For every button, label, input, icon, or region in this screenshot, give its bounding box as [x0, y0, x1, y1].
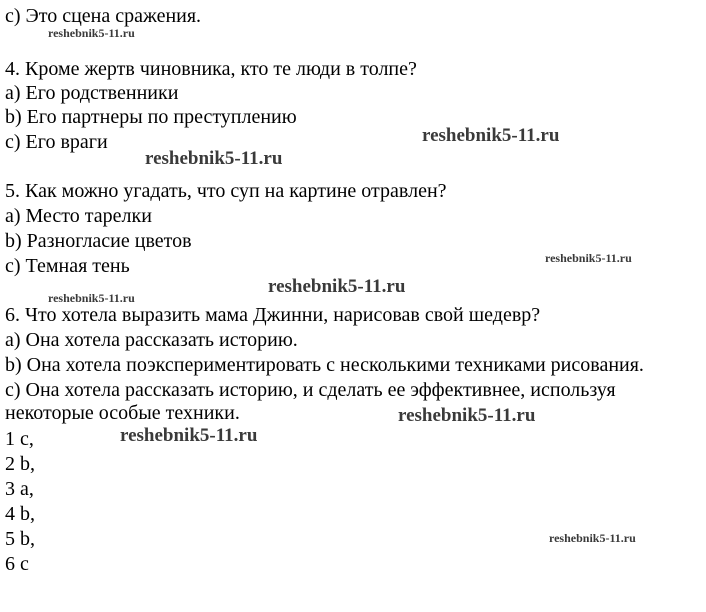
- option-5a: a) Место тарелки: [5, 205, 152, 227]
- option-4c: c) Его враги: [5, 131, 108, 153]
- watermark: reshebnik5-11.ru: [48, 291, 135, 305]
- option-6c-cont: некоторые особые техники.: [5, 402, 240, 424]
- option-5b: b) Разногласие цветов: [5, 230, 192, 252]
- watermark: reshebnik5-11.ru: [268, 276, 406, 297]
- answer-2: 2 b,: [5, 453, 35, 475]
- watermark: reshebnik5-11.ru: [48, 26, 135, 40]
- option-4b: b) Его партнеры по преступлению: [5, 106, 297, 128]
- option-5c: c) Темная тень: [5, 255, 130, 277]
- watermark: reshebnik5-11.ru: [120, 425, 258, 446]
- watermark: reshebnik5-11.ru: [549, 531, 636, 545]
- answer-6: 6 c: [5, 553, 29, 575]
- option-6b: b) Она хотела поэкспериментировать с несколькими техниками рисования.: [5, 354, 644, 376]
- option-6a: a) Она хотела рассказать историю.: [5, 329, 298, 351]
- question-4: 4. Кроме жертв чиновника, кто те люди в толпе?: [5, 58, 417, 80]
- question-6: 6. Что хотела выразить мама Джинни, нарисовав свой шедевр?: [5, 304, 541, 326]
- watermark: reshebnik5-11.ru: [145, 148, 283, 169]
- watermark: reshebnik5-11.ru: [545, 251, 632, 265]
- watermark: reshebnik5-11.ru: [398, 405, 536, 426]
- option-4a: a) Его родственники: [5, 82, 179, 104]
- watermark: reshebnik5-11.ru: [422, 125, 560, 146]
- option-3c: c) Это сцена сражения.: [5, 5, 202, 27]
- question-5: 5. Как можно угадать, что суп на картине отравлен?: [5, 180, 447, 202]
- answer-1: 1 c,: [5, 428, 34, 450]
- answer-5: 5 b,: [5, 528, 35, 550]
- option-6c: c) Она хотела рассказать историю, и сделать ее эффективнее, используя: [5, 379, 616, 401]
- answer-4: 4 b,: [5, 503, 35, 525]
- answer-3: 3 a,: [5, 478, 34, 500]
